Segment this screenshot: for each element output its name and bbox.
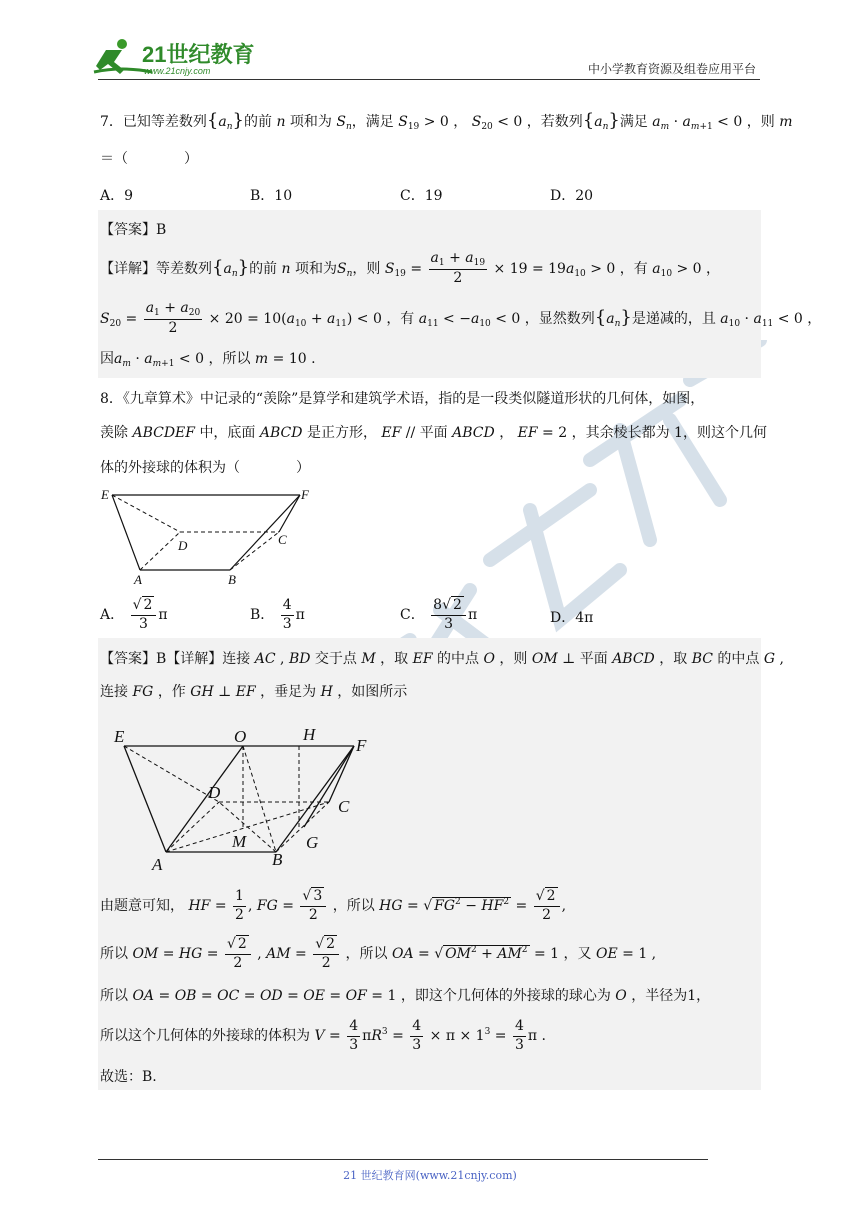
platform-name: 中小学教育资源及组卷应用平台 — [587, 62, 756, 76]
q7-detail-line2: $S_{20}$ = $\frac{a_1 + a_{20}}{2}$ × $20 = 10(a_{10} + a_{11}) < 0$ ，有 $a_{11} < -a_{10} < 0$ ，显然数列$\{a_n\}$是递减的，且 $a_{10} \cdot a_{11} < 0$ ， — [100, 300, 822, 337]
q7-stem-line2: ＝（ ） — [100, 151, 198, 167]
header-divider — [98, 79, 760, 80]
q8-figure-solid — [98, 486, 318, 586]
svg-text:A: A — [152, 855, 163, 874]
q7-detail-line1: 【详解】等差数列$\{a_n\}$的前 n 项和为$S_n$，则 $S_{19}$ = $\frac{a_1 + a_{19}}{2}$ × $19 = 19a_{10} > 0$ ，有 $a_{10} > 0$ ， — [100, 250, 721, 287]
q7-option-c[interactable]: C．19 — [400, 188, 443, 204]
svg-text:F: F — [356, 736, 367, 755]
q7-stem-line1: 7．已知等差数列$\{a_n\}$的前 n 项和为 $S_n$，满足 $S_{19} > 0$ ， $S_{20} < 0$ ，若数列$\{a_n\}$满足 $a_m \cdot a_{m+1} < 0$ ，则 m — [100, 110, 793, 132]
q7-detail-line3: 因$a_m \cdot a_{m+1} < 0$ ，所以 m = 10 . — [100, 351, 316, 369]
q8-solution-line6: 所以这个几何体的外接球的体积为 V = $\frac{4}{3}$ $\pi R^3$ = $\frac{4}{3}$ × $\pi \times 1^3$ = $\frac{4}{3}$ π . — [100, 1018, 546, 1053]
svg-text:B: B — [272, 850, 283, 869]
q8-stem-line3: 体的外接球的体积为（ ） — [100, 460, 310, 476]
q8-stem-line1: 8．《九章算术》中记录的“羡除”是算学和建筑学术语，指的是一段类似隧道形状的几何体，如图， — [100, 391, 705, 407]
svg-text:www.21cnjy.com: www.21cnjy.com — [144, 66, 211, 76]
q8-solution-line5: 所以 OA = OB = OC = OD = OE = OF = 1 ，即这个几何体的外接球的球心为 O ，半径为1， — [100, 988, 711, 1004]
q8-solution-line4: 所以 OM = HG = $\frac{√ 2}{2}$ , AM = $\frac{√ 2}{2}$ ，所以 OA = √ $OM^2 + AM^2 = 1$ ，又 OE = 1 , — [100, 936, 657, 971]
svg-text:B: B — [228, 572, 236, 586]
footer-link[interactable]: 21 世纪教育网(www.21cnjy.com) — [343, 1169, 517, 1182]
svg-text:A: A — [134, 572, 142, 586]
q8-stem-line2: 羡除 ABCDEF 中，底面 ABCD 是正方形， EF // 平面 ABCD ， EF = 2 ，其余棱长都为 1，则这个几何 — [100, 425, 767, 441]
q8-solution-line3: 由题意可知， HF = $\frac{1}{2}$ , FG = $\frac{√ 3}{2}$ ，所以 HG = √ $FG^2 - HF^2$ = $\frac{√ 2}{2}$ , — [100, 888, 567, 923]
q7-option-d[interactable]: D．20 — [550, 188, 594, 204]
q8-solution-line2: 连接 FG ，作 GH ⊥ EF ，垂足为 H ，如图所示 — [100, 684, 408, 700]
svg-text:D: D — [178, 538, 188, 553]
q8-option-a[interactable]: A． $\frac{√ 2}{3}$ π — [100, 597, 168, 632]
footer-divider — [98, 1159, 708, 1160]
svg-text:E: E — [101, 487, 109, 502]
q8-option-b[interactable]: B． $\frac{4}{3}$ π — [250, 597, 305, 632]
q8-solution-line1: 【答案】B【详解】连接 AC , BD 交于点 M ，取 EF 的中点 O ，则 OM ⊥ 平面 ABCD ，取 BC 的中点 G , — [100, 651, 784, 667]
logo-21cnjy — [92, 36, 264, 78]
q8-option-c[interactable]: C． $\frac{8√ 2}{3}$ π — [400, 597, 478, 632]
svg-text:D: D — [208, 783, 221, 802]
q7-option-b[interactable]: B．10 — [250, 188, 293, 204]
q8-option-d[interactable]: D．4π — [550, 610, 594, 626]
q8-conclusion: 故选：B. — [100, 1069, 157, 1085]
q7-option-a[interactable]: A．9 — [100, 188, 134, 204]
svg-text:O: O — [234, 727, 247, 746]
svg-text:C: C — [338, 797, 350, 816]
svg-text:F: F — [301, 487, 309, 502]
svg-text:21世纪教育: 21世纪教育 — [142, 42, 255, 67]
svg-text:M: M — [232, 832, 247, 851]
svg-text:G: G — [306, 833, 319, 852]
svg-text:E: E — [114, 727, 125, 746]
q8-figure-solution — [106, 720, 376, 878]
svg-text:C: C — [278, 532, 287, 547]
svg-text:H: H — [303, 725, 316, 744]
q7-answer: 【答案】B — [100, 222, 167, 238]
